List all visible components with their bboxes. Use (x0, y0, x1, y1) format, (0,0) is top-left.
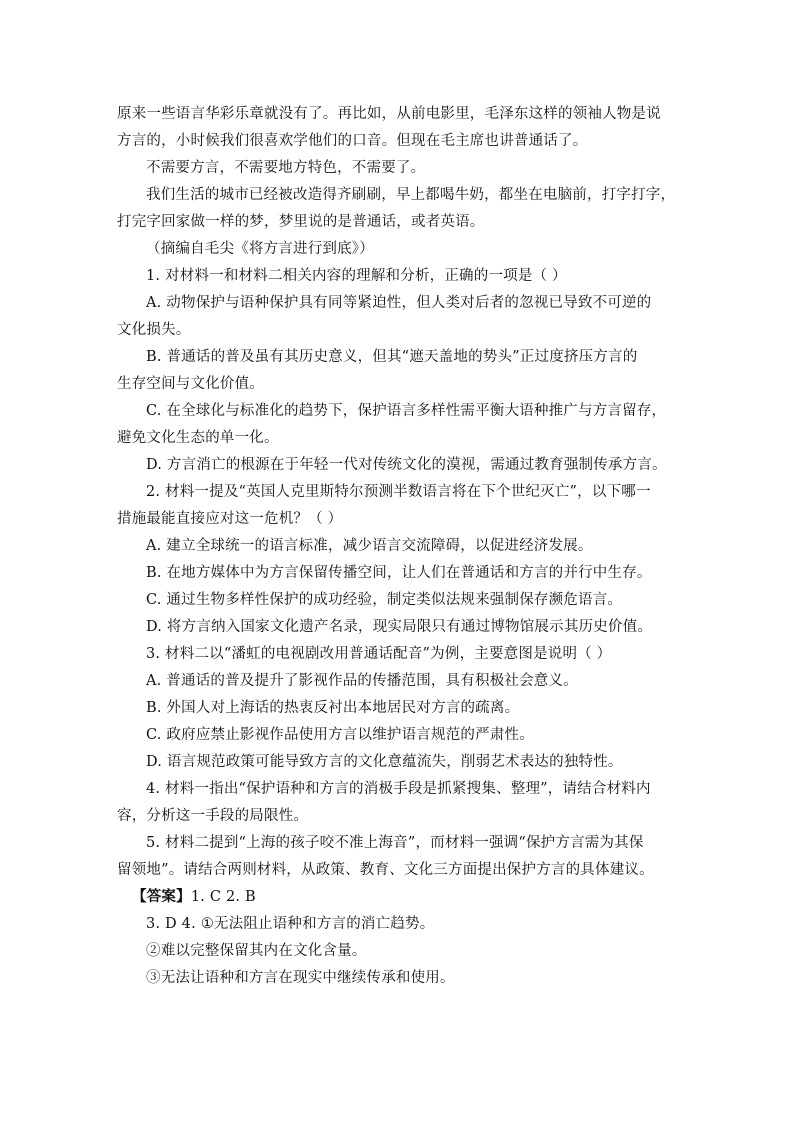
passage-line-2: 方言的，小时候我们很喜欢学他们的口音。但现在毛主席也讲普通话了。 (117, 133, 588, 149)
q3-stem: 3. 材料二以“潘虹的电视剧改用普通话配音”为例，主要意图是说明（ ） (146, 646, 612, 662)
q1-option-a-cont: 文化损失。 (117, 322, 191, 338)
answer-line-4: ③无法让语种和方言在现实中继续传承和使用。 (146, 970, 455, 986)
q3-option-a: A. 普通话的普及提升了影视作品的传播范围，具有积极社会意义。 (146, 673, 578, 689)
q3-option-c: C. 政府应禁止影视作品使用方言以维护语言规范的严肃性。 (146, 727, 534, 743)
q3-option-d: D. 语言规范政策可能导致方言的文化意蕴流失，削弱艺术表达的独特性。 (146, 754, 623, 770)
q4-stem-cont: 容，分析这一手段的局限性。 (117, 808, 309, 824)
passage-line-5: 打完字回家做一样的梦，梦里说的是普通话，或者英语。 (117, 214, 485, 230)
answer-text-1: 1. C 2. B (190, 889, 256, 905)
passage-source: （摘编自毛尖《将方言进行到底》） (146, 241, 374, 257)
q2-stem-cont: 措施最能直接应对这一危机？（ ） (117, 511, 343, 527)
passage-line-3: 不需要方言，不需要地方特色，不需要了。 (146, 160, 426, 176)
answer-line-1 (132, 887, 256, 907)
q2-option-d: D. 将方言纳入国家文化遗产名录，现实局限只有通过博物馆展示其历史价值。 (146, 619, 653, 635)
q2-option-b: B. 在地方媒体中为方言保留传播空间，让人们在普通话和方言的并行中生存。 (146, 565, 652, 581)
passage-line-4: 我们生活的城市已经被改造得齐刷刷，早上都喝牛奶，都坐在电脑前，打字打字， (146, 187, 676, 203)
q1-option-c-cont: 避免文化生态的单一化。 (117, 430, 279, 446)
q1-option-c: C. 在全球化与标准化的趋势下，保护语言多样性需平衡大语种推广与方言留存， (146, 403, 667, 419)
q1-option-d: D. 方言消亡的根源在于年轻一代对传统文化的漠视，需通过教育强制传承方言。 (146, 457, 667, 473)
answer-label: 【答案】 (132, 888, 191, 905)
q2-stem: 2. 材料一提及“英国人克里斯特尔预测半数语言将在下个世纪灭亡”，以下哪一 (146, 484, 651, 500)
q1-stem: 1. 对材料一和材料二相关内容的理解和分析，正确的一项是（ ） (146, 268, 567, 284)
q3-option-b: B. 外国人对上海话的热衷反衬出本地居民对方言的疏离。 (146, 700, 520, 716)
q5-stem-cont: 留领地”。请结合两则材料，从政策、教育、文化三方面提出保护方言的具体建议。 (117, 862, 654, 878)
q4-stem: 4. 材料一指出“保护语种和方言的消极手段是抓紧搜集、整理”，请结合材料内 (146, 781, 651, 797)
q2-option-c: C. 通过生物多样性保护的成功经验，制定类似法规来强制保存濒危语言。 (146, 592, 623, 608)
answer-line-2: 3. D 4. ①无法阻止语种和方言的消亡趋势。 (146, 916, 435, 932)
passage-line-1: 原来一些语言华彩乐章就没有了。再比如，从前电影里，毛泽东这样的领袖人物是说 (117, 106, 661, 122)
q2-option-a: A. 建立全球统一的语言标准，减少语言交流障碍，以促进经济发展。 (146, 538, 593, 554)
answer-line-3: ②难以完整保留其内在文化含量。 (146, 943, 367, 959)
q1-option-b-cont: 生存空间与文化价值。 (117, 376, 264, 392)
q1-option-a: A. 动物保护与语种保护具有同等紧迫性，但人类对后者的忽视已导致不可逆的 (146, 295, 652, 311)
q5-stem: 5. 材料二提到“上海的孩子咬不准上海音”，而材料一强调“保护方言需为其保 (146, 835, 644, 851)
q1-option-b: B. 普通话的普及虽有其历史意义，但其“遮天盖地的势头”正过度挤压方言的 (146, 349, 638, 365)
